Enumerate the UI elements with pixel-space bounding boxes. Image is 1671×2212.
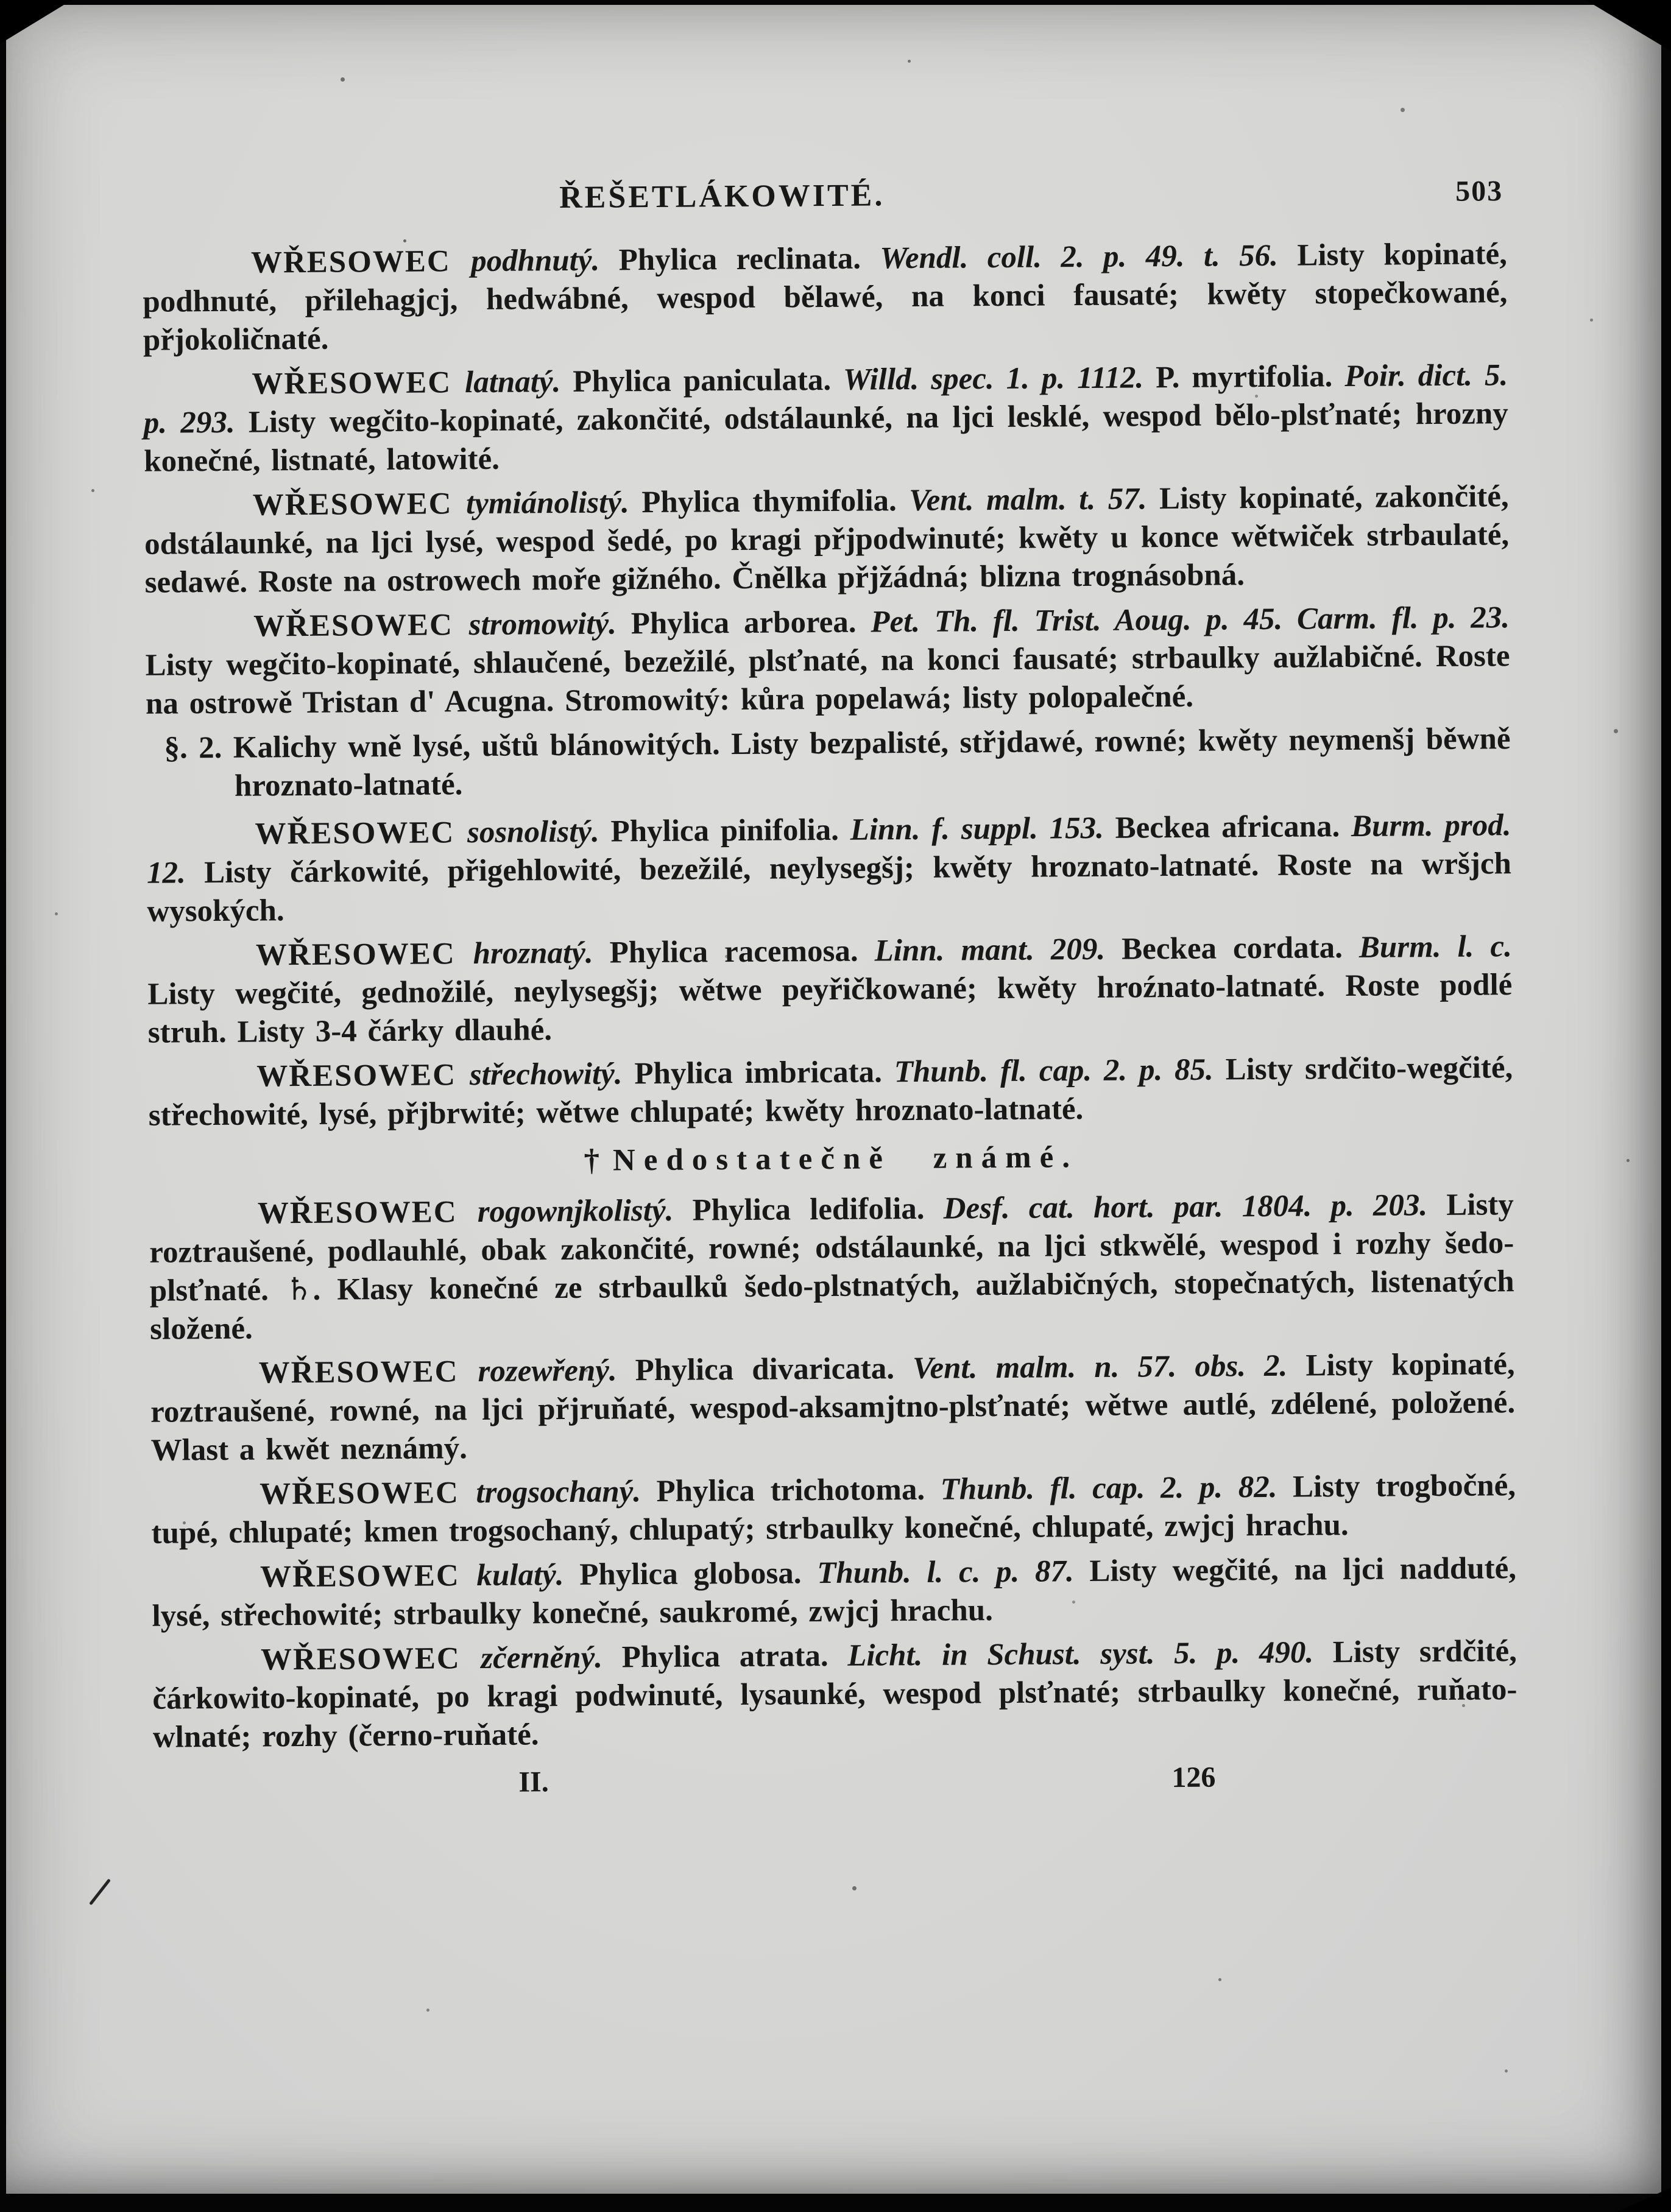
text-column <box>142 172 1518 1805</box>
citation: Linn. f. suppl. 153. <box>850 811 1104 847</box>
scan-corner-bottom-right <box>1616 2188 1671 2212</box>
genus-name: WŘESOWEC <box>255 937 473 973</box>
species-entry <box>149 1186 1515 1349</box>
latin-name: Phylica divaricata. <box>616 1351 913 1388</box>
species-epithet: střechowitý. <box>469 1057 623 1093</box>
sheet-signature: 126 <box>1171 1761 1216 1794</box>
genus-name: WŘESOWEC <box>258 1354 478 1390</box>
latin-name: P. myrtifolia. <box>1143 359 1345 395</box>
volume-mark: II. <box>518 1766 549 1798</box>
citation: Burm. prod. 12. <box>146 808 1511 890</box>
species-entry <box>152 1549 1517 1636</box>
page-footer <box>153 1756 1517 1805</box>
description-text: §. 2. Kalichy wně lysé, uštů blánowitých. Listy bezpalisté, střjdawé, rowné; kwěty neymenšj běwně hroznato-latnaté. <box>164 722 1511 803</box>
description-text: Listy kopinaté, roztraušené, rowné, na ljci přjruňaté, wespod-aksamjtno-plsťnaté; wětwe autlé, zdélené, položené. Wlast a kwět neznámý. <box>150 1347 1516 1468</box>
genus-name: WŘESOWEC <box>252 487 467 523</box>
species-entry <box>148 1049 1513 1135</box>
species-entry <box>145 599 1510 724</box>
description-text: Listy wegčito-kopinaté, shlaučené, bezežilé, plsťnaté, na konci fausaté; strbaulky aužlabičné. Roste na ostrowě Tristan d' Acugna. Stromowitý: kůra popelawá; listy polopalečné. <box>145 639 1510 721</box>
description-text: Listy wegčito-kopinaté, zakončité, odstálaunké, na ljci lesklé, wespod bělo-plsťnaté; hrozny konečné, listnaté, latowité. <box>144 396 1508 479</box>
page-number: 503 <box>1455 175 1503 208</box>
note-label: Nedostatečně známé. <box>612 1140 1079 1178</box>
citation: Thunb. fl. cap. 2. p. 85. <box>894 1052 1214 1090</box>
species-entry <box>143 356 1508 481</box>
citation: Vent. malm. t. 57. <box>909 482 1147 518</box>
species-epithet: zčerněný. <box>481 1640 603 1675</box>
species-entry <box>143 235 1508 360</box>
latin-name: Phylica globosa. <box>563 1556 818 1593</box>
description-text: Listy wegčité, gednožilé, neylysegšj; wětwe peyřičkowané; kwěty hroźnato-latnaté. Roste podlé struh. Listy 3-4 čárky dlauhé. <box>147 968 1513 1050</box>
latin-name: Phylica racemosa. <box>593 934 875 970</box>
scan-corner-top-left <box>0 0 72 44</box>
citation: Thunb. l. c. p. 87. <box>817 1554 1074 1591</box>
latin-name: Phylica imbricata. <box>622 1055 894 1091</box>
citation: Willd. spec. 1. p. 1112. <box>843 361 1144 397</box>
genus-name: WŘESOWEC <box>250 244 472 280</box>
citation: Licht. in Schust. syst. 5. p. 490. <box>847 1635 1314 1673</box>
species-entry <box>152 1632 1517 1757</box>
scanned-book-page <box>6 5 1661 2194</box>
genus-name: WŘESOWEC <box>260 1559 477 1594</box>
genus-name: WŘESOWEC <box>260 1641 481 1677</box>
citation: Wendl. coll. 2. p. 49. t. 56. <box>880 238 1279 276</box>
latin-name: Phylica arborea. <box>616 605 871 641</box>
latin-name: Phylica pinifolia. <box>599 812 850 849</box>
genus-name: WŘESOWEC <box>255 815 468 851</box>
citation: Poir. dict. 5. p. 293. <box>143 358 1508 440</box>
description-text: Listy roztraušené, podlauhlé, obak zakončité, rowné; odstálaunké, na ljci stkwělé, wespod i rozhy šedo-plsťnaté. ♄. Klasy konečné ze strbaulků šedo-plstnatých, aužlabičných, stopečnatých, listenatých složené. <box>149 1188 1514 1347</box>
description-text: Listy kopinaté, podhnuté, přilehagjcj, hedwábné, wespod bělawé, na konci fausaté; kwěty stopečkowané, přjokoličnaté. <box>143 237 1508 358</box>
dagger-note <box>149 1135 1513 1183</box>
species-epithet: trogsochaný. <box>476 1474 641 1510</box>
latin-name: Phylica thymifolia. <box>629 484 910 520</box>
species-epithet: latnatý. <box>464 365 561 400</box>
description-text: Listy kopinaté, zakončité, odstálaunké, na ljci lysé, wespod šedé, po kragi přjpodwinuté; kwěty u konce wětwiček strbaulaté, sedawé. Roste na ostrowech moře gižného. Čnělka přjžádná; blizna trognásobná. <box>144 479 1510 600</box>
species-entry <box>150 1345 1515 1470</box>
citation: Vent. malm. n. 57. obs. 2. <box>912 1348 1288 1386</box>
latin-name: Phylica ledifolia. <box>673 1191 944 1228</box>
citation: Pet. Th. fl. Trist. Aoug. p. 45. Carm. fl. p. 23. <box>871 601 1510 639</box>
species-epithet: podhnutý. <box>470 243 600 279</box>
section-heading <box>146 720 1511 806</box>
running-title: ŘEŠETLÁKOWITÉ. <box>559 178 885 216</box>
description-text: Listy čárkowité, přigehlowité, bezežilé, neylysegšj; kwěty hroznato-latnaté. Roste na wršjch wysokých. <box>147 847 1512 929</box>
description-text: Listy srdčito-wegčité, střechowité, lysé, přjbrwité; wětwe chlupaté; kwěty hroznato-latnaté. <box>148 1051 1513 1133</box>
entries-block <box>143 235 1517 1757</box>
citation: Burm. l. c. <box>1358 929 1513 965</box>
citation: Linn. mant. 209. <box>874 932 1106 968</box>
species-entry <box>147 928 1513 1052</box>
latin-name: Phylica atrata. <box>602 1638 848 1675</box>
description-text: Listy wegčité, na ljci nadduté, lysé, střechowité; strbaulky konečné, saukromé, zwjcj hrachu. <box>152 1551 1517 1633</box>
species-epithet: stromowitý. <box>468 607 617 643</box>
species-epithet: hroznatý. <box>473 935 593 971</box>
description-text: Listy srdčité, čárkowito-kopinaté, po kragi podwinuté, lysaunké, wespod plsťnaté; strbaulky konečné, ruňato-wlnaté; rozhy (černo-ruňaté. <box>152 1634 1517 1755</box>
pen-mark <box>89 1878 111 1905</box>
description-text: † <box>584 1143 600 1178</box>
species-entry <box>151 1467 1516 1553</box>
citation: Desf. cat. hort. par. 1804. p. 203. <box>943 1188 1428 1226</box>
latin-name: Beckea africana. <box>1103 809 1352 845</box>
species-epithet: tymiánolistý. <box>465 485 629 521</box>
genus-name: WŘESOWEC <box>259 1476 476 1512</box>
citation: Thunb. fl. cap. 2. p. 82. <box>940 1470 1277 1507</box>
scan-corner-top-right <box>1586 0 1671 51</box>
species-epithet: sosnolistý. <box>467 814 599 850</box>
species-entry <box>146 806 1511 931</box>
latin-name: Beckea cordata. <box>1104 930 1360 967</box>
page-header <box>142 172 1507 229</box>
genus-name: WŘESOWEC <box>257 1195 478 1231</box>
species-epithet: rogownjkolistý. <box>477 1193 674 1230</box>
genus-name: WŘESOWEC <box>256 1058 470 1094</box>
species-epithet: kulatý. <box>476 1558 564 1593</box>
description-text: Listy trogbočné, tupé, chlupaté; kmen trogsochaný, chlupatý; strbaulky konečné, chlupaté, zwjcj hrachu. <box>151 1468 1516 1551</box>
latin-name: Phylica trichotoma. <box>640 1472 941 1509</box>
species-epithet: rozewřený. <box>478 1353 617 1389</box>
latin-name: Phylica paniculata. <box>560 362 844 400</box>
genus-name: WŘESOWEC <box>252 365 465 401</box>
genus-name: WŘESOWEC <box>253 608 469 644</box>
species-entry <box>144 477 1510 602</box>
latin-name: Phylica reclinata. <box>599 241 880 278</box>
